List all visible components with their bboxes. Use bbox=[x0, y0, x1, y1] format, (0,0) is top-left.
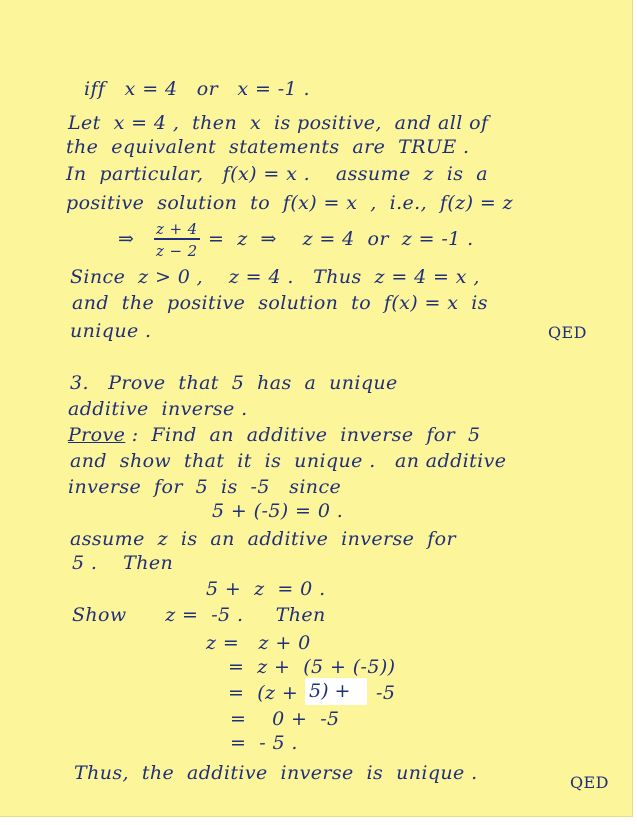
text-line-additive-inverse: additive inverse . bbox=[68, 398, 248, 420]
fraction-numerator: z + 4 bbox=[156, 220, 198, 238]
text-line-5-then: 5 . Then bbox=[72, 552, 174, 574]
qed-mark-2: QED bbox=[570, 773, 609, 792]
equation-step-3: = (z + bbox=[228, 682, 299, 704]
equation-step-3-end: -5 bbox=[376, 682, 396, 704]
highlighted-text: 5) + bbox=[309, 680, 351, 702]
text-line-assume: assume z is an additive inverse for bbox=[70, 528, 456, 550]
prove-text: : Find an additive inverse for 5 bbox=[125, 424, 481, 446]
text-line-let: Let x = 4 , then x is positive, and all of bbox=[68, 112, 489, 134]
text-line-since: Since z > 0 , z = 4 . Thus z = 4 = x , bbox=[70, 266, 480, 288]
text-line-prove bbox=[68, 424, 480, 446]
text-line-show: Show z = -5 . Then bbox=[72, 604, 326, 626]
text-line-thus-unique: Thus, the additive inverse is unique . bbox=[74, 762, 478, 784]
text-selection-highlight bbox=[305, 678, 367, 705]
text-line-problem-3: 3. Prove that 5 has a unique bbox=[70, 372, 398, 394]
text-line-and-the-positive: and the positive solution to f(x) = x is bbox=[72, 292, 488, 314]
text-line-positive-solution: positive solution to f(x) = x , i.e., f(z) = z bbox=[66, 192, 514, 214]
equation-z-equals-z-plus-0: z = z + 0 bbox=[206, 632, 311, 654]
text-line-and-show: and show that it is unique . an additive bbox=[70, 450, 507, 472]
equation-step-2: = z + (5 + (-5)) bbox=[228, 656, 396, 678]
text-line-unique: unique . bbox=[70, 320, 152, 342]
text-line-z-equals: = z ⇒ z = 4 or z = -1 . bbox=[208, 228, 474, 250]
equation-5-plus-z: 5 + z = 0 . bbox=[206, 578, 326, 600]
equation-5-plus-neg5: 5 + (-5) = 0 . bbox=[212, 500, 344, 522]
qed-mark-1: QED bbox=[548, 323, 587, 342]
implies-symbol: ⇒ bbox=[118, 228, 135, 250]
text-line-in-particular: In particular, f(x) = x . assume z is a bbox=[66, 163, 488, 185]
fraction-denominator: z − 2 bbox=[156, 242, 198, 260]
equation-step-4: = 0 + -5 bbox=[230, 708, 340, 730]
equation-step-5: = - 5 . bbox=[230, 732, 298, 754]
text-line-iff: iff x = 4 or x = -1 . bbox=[84, 78, 310, 100]
text-line-equivalent: the equivalent statements are TRUE . bbox=[66, 136, 470, 158]
text-line-inverse-for-5: inverse for 5 is -5 since bbox=[68, 476, 342, 498]
prove-heading: Prove bbox=[68, 424, 126, 446]
